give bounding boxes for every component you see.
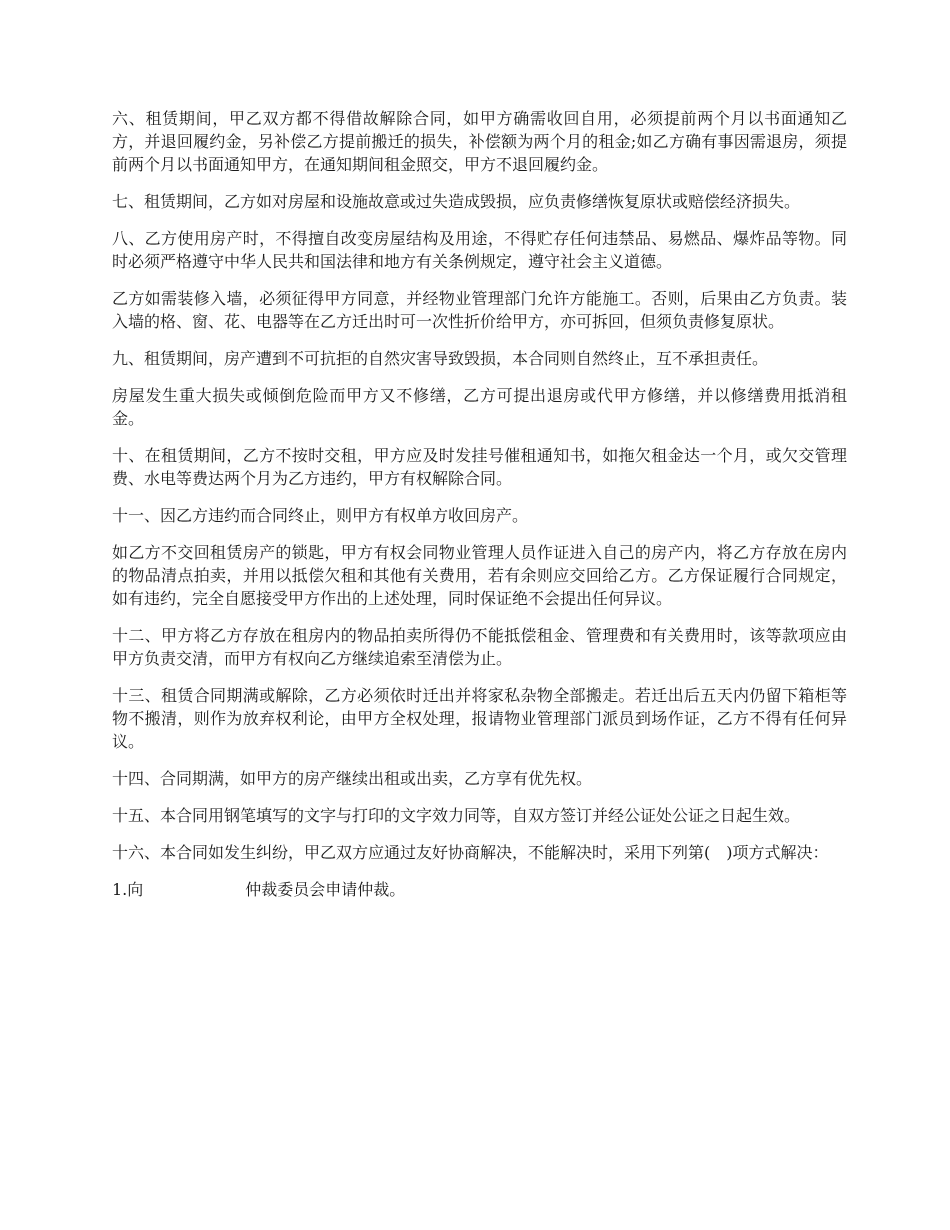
clause-11-keys: 如乙方不交回租赁房产的锁匙，甲方有权会同物业管理人员作证进入自己的房产内，将乙方存放在房内的物品清点拍卖，并用以抵偿欠租和其他有关费用，若有余则应交回给乙方。乙方保证履行合同规定，如有违约，完全自愿接受甲方作出的上述处理，同时保证绝不会提出任何异议。	[112, 543, 847, 608]
clause-10: 十、在租赁期间，乙方不按时交租，甲方应及时发挂号催租通知书，如拖欠租金达一个月，或欠交管理费、水电等费达两个月为乙方违约，甲方有权解除合同。	[112, 446, 847, 488]
clause-9-damage: 房屋发生重大损失或倾倒危险而甲方又不修缮，乙方可提出退房或代甲方修缮，并以修缮费用抵消租金。	[112, 386, 847, 428]
clause-7: 七、租赁期间，乙方如对房屋和设施故意或过失造成毁损，应负责修缮恢复原状或赔偿经济损失。	[112, 192, 801, 211]
clause-11: 十一、因乙方违约而合同终止，则甲方有权单方收回房产。	[112, 506, 529, 525]
clause-9: 九、租赁期间，房产遭到不可抗拒的自然灾害导致毁损，本合同则自然终止，互不承担责任。	[112, 349, 769, 368]
clause-15: 十五、本合同用钢笔填写的文字与打印的文字效力同等，自双方签订并经公证处公证之日起生效。	[112, 806, 801, 825]
clause-8: 八、乙方使用房产时，不得擅自改变房屋结构及用途，不得贮存任何违禁品、易燃品、爆炸品等物。同时必须严格遵守中华人民共和国法律和地方有关条例规定，遵守社会主义道德。	[112, 229, 847, 271]
arbitration-suffix: 仲裁委员会申请仲裁。	[245, 880, 406, 899]
clause-16: 十六、本合同如发生纠纷，甲乙双方应通过友好协商解决，不能解决时，采用下列第( )项方式解决：	[112, 843, 829, 862]
clause-12: 十二、甲方将乙方存放在租房内的物品拍卖所得仍不能抵偿租金、管理费和有关费用时，该等款项应由甲方负责交清，而甲方有权向乙方继续追索至清偿为止。	[112, 626, 847, 668]
arbitration-prefix: 1.向	[112, 880, 144, 899]
clause-8-renovation: 乙方如需装修入墙，必须征得甲方同意，并经物业管理部门允许方能施工。否则，后果由乙方负责。装入墙的格、窗、花、电器等在乙方迁出时可一次性折价给甲方，亦可拆回，但须负责修复原状。	[112, 289, 847, 331]
clause-6: 六、租赁期间，甲乙双方都不得借故解除合同，如甲方确需收回自用，必须提前两个月以书面通知乙方，并退回履约金，另补偿乙方提前搬迁的损失，补偿额为两个月的租金;如乙方确有事因需退房，须提前两个月以书面通知甲方，在通知期间租金照交，甲方不退回履约金。	[112, 109, 847, 174]
clause-13: 十三、租赁合同期满或解除，乙方必须依时迁出并将家私杂物全部搬走。若迁出后五天内仍留下箱柜等物不搬清，则作为放弃权利论，由甲方全权处理，报请物业管理部门派员到场作证，乙方不得有任何异议。	[112, 686, 847, 751]
arbitration-option-1	[112, 878, 847, 901]
document-body	[112, 107, 847, 915]
clause-14: 十四、合同期满，如甲方的房产继续出租或出卖，乙方享有优先权。	[112, 769, 593, 788]
